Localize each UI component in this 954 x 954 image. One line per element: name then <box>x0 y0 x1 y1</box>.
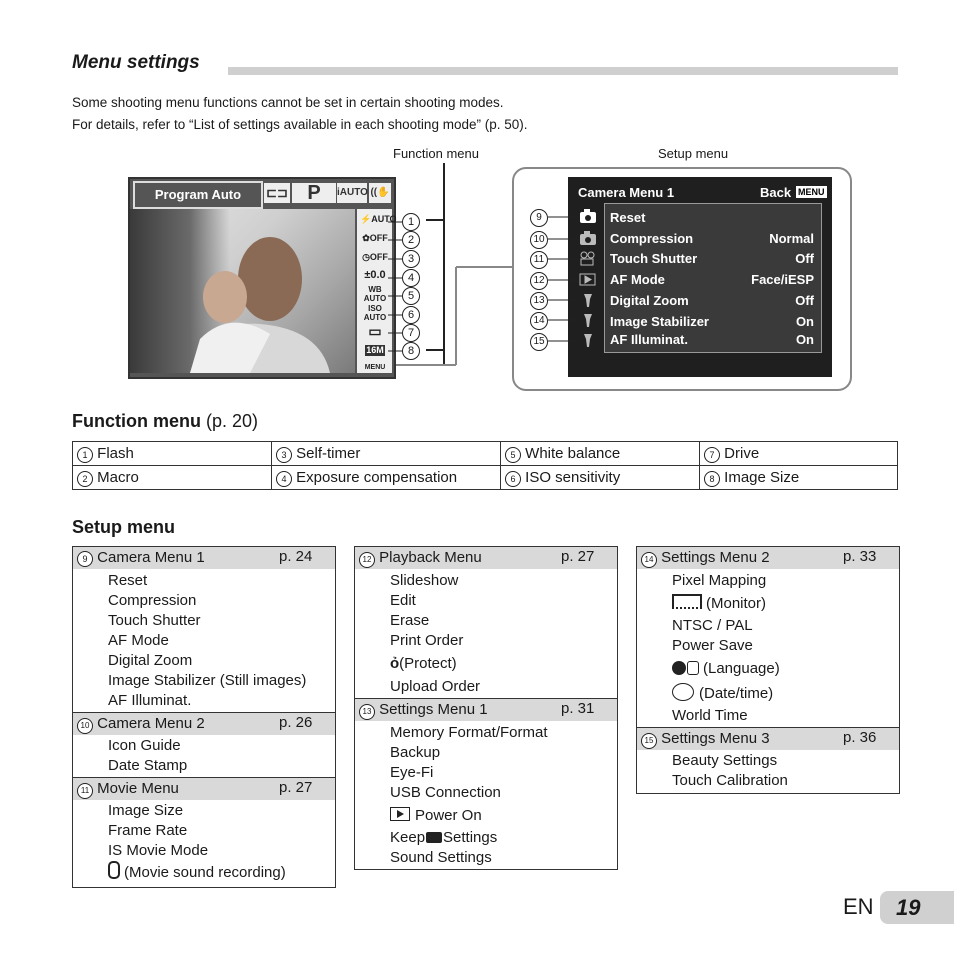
aspect-icon[interactable]: ⊏⊐ <box>264 183 290 203</box>
list-item <box>637 682 899 706</box>
drive-icon[interactable]: ▭ <box>368 323 382 339</box>
menu-page: p. 27 <box>279 779 313 796</box>
item-label: Image Size <box>724 468 800 486</box>
item-number: 4 <box>276 471 292 487</box>
flash-icon[interactable]: ⚡AUTO <box>360 214 397 224</box>
list-item: Image Size <box>108 802 184 819</box>
setup-column-3 <box>636 546 900 794</box>
callout-10: 10 <box>530 231 548 249</box>
menu-header-settings-1 <box>355 698 617 721</box>
list-item: Slideshow <box>390 572 459 589</box>
program-mode-icon[interactable]: P <box>292 183 336 203</box>
row-label: Image Stabilizer <box>610 314 709 329</box>
list-item: USB Connection <box>390 784 501 801</box>
microphone-icon <box>108 861 120 879</box>
item-text: (Date/time) <box>699 685 774 702</box>
callout-7: 7 <box>402 324 420 342</box>
function-menu-heading <box>72 411 258 432</box>
list-item: World Time <box>672 707 748 724</box>
menu-title: Camera Menu 2 <box>97 715 205 732</box>
item-text: Settings <box>443 829 498 846</box>
list-item: Frame Rate <box>108 822 188 839</box>
callout-12: 12 <box>530 272 548 290</box>
menu-title: Settings Menu 3 <box>661 730 770 747</box>
menu-number: 13 <box>359 704 375 720</box>
item-text: (Protect) <box>399 655 457 672</box>
speech-bubble-icon <box>687 661 699 675</box>
item-label: Self-timer <box>296 444 361 462</box>
list-item <box>355 803 617 828</box>
callout-6: 6 <box>402 306 420 324</box>
list-item <box>637 591 899 616</box>
item-text: (Movie sound recording) <box>124 864 286 881</box>
fm-cell <box>700 466 898 490</box>
item-text: Power On <box>415 807 482 824</box>
menu-header-camera-1 <box>73 547 335 569</box>
list-item: Upload Order <box>390 678 481 695</box>
list-item: Power Save <box>672 637 753 654</box>
row-label: Compression <box>610 231 694 246</box>
setup-tab-icons <box>578 209 600 349</box>
camera-icon <box>580 209 596 223</box>
row-label: Touch Shutter <box>610 251 698 266</box>
menu-badge[interactable]: MENU <box>798 187 825 197</box>
list-item: Sound Settings <box>390 849 492 866</box>
list-item: Compression <box>108 592 197 609</box>
page-number: 19 <box>880 891 954 924</box>
fm-cell <box>272 442 501 466</box>
setup-column-2 <box>354 546 618 870</box>
menu-page: p. 24 <box>279 548 313 565</box>
item-number: 8 <box>704 471 720 487</box>
menu-page: p. 27 <box>561 548 595 565</box>
caption-function-menu: Function menu <box>393 146 479 161</box>
list-item <box>355 828 617 848</box>
protect-icon: ỏ <box>390 655 400 672</box>
list-item: Print Order <box>390 632 464 649</box>
list-item: Pixel Mapping <box>672 572 767 589</box>
iauto-icon[interactable]: iAUTO <box>337 183 367 203</box>
list-item: AF Mode <box>108 632 169 649</box>
menu-number: 12 <box>359 552 375 568</box>
playback-icon <box>580 274 595 285</box>
fm-cell <box>501 466 700 490</box>
fm-cell <box>501 442 700 466</box>
setup-column-1 <box>72 546 336 888</box>
stabilizer-icon[interactable]: ((✋ <box>369 183 391 203</box>
caption-setup-menu: Setup menu <box>658 146 729 161</box>
list-item: Reset <box>108 572 148 589</box>
callout-3: 3 <box>402 250 420 268</box>
row-label: Digital Zoom <box>610 293 689 308</box>
language-code: EN <box>843 894 874 919</box>
list-item: NTSC / PAL <box>672 617 753 634</box>
function-menu-table <box>72 441 898 490</box>
callout-8: 8 <box>402 342 420 360</box>
row-label: Reset <box>610 210 646 225</box>
camera-icon <box>580 231 596 245</box>
list-item: Date Stamp <box>108 757 188 774</box>
menu-title: Settings Menu 2 <box>661 549 770 566</box>
fm-cell <box>272 466 501 490</box>
row-value: Normal <box>769 231 814 246</box>
menu-number: 9 <box>77 551 93 567</box>
menu-title: Playback Menu <box>379 549 482 566</box>
callout-1: 1 <box>402 213 420 231</box>
item-label: Flash <box>97 444 134 462</box>
wrench-icon <box>584 294 592 307</box>
list-item: Memory Format/Format <box>390 724 548 741</box>
wb-icon[interactable]: WB AUTO <box>363 285 387 303</box>
menu-number: 11 <box>77 783 93 799</box>
list-item: AF Illuminat. <box>108 692 192 709</box>
page-title: Menu settings <box>72 52 200 73</box>
monitor-icon <box>672 594 702 609</box>
shooting-mode-label[interactable]: Program Auto <box>133 181 263 209</box>
wrench-icon <box>584 314 592 327</box>
callout-2: 2 <box>402 231 420 249</box>
fm-cell <box>73 442 272 466</box>
function-menu-page: (p. 20) <box>206 411 259 431</box>
menu-header-camera-2 <box>73 712 335 735</box>
menu-page: p. 31 <box>561 700 595 717</box>
item-text: (Language) <box>703 660 780 677</box>
macro-icon[interactable]: ✿OFF <box>362 233 388 243</box>
intro-line-2: For details, refer to “List of settings available in each shooting mode” (p. 50). <box>72 117 528 132</box>
item-number: 7 <box>704 447 720 463</box>
movie-icon <box>581 252 594 265</box>
list-item: Erase <box>390 612 430 629</box>
list-item: Edit <box>390 592 416 609</box>
item-label: Drive <box>724 444 760 462</box>
item-number: 1 <box>77 447 93 463</box>
list-item: Eye-Fi <box>390 764 434 781</box>
callout-4: 4 <box>402 269 420 287</box>
camera-icon <box>426 832 442 843</box>
menu-title: Camera Menu 1 <box>97 549 205 566</box>
list-item: Image Stabilizer (Still images) <box>108 672 307 689</box>
clock-icon <box>672 683 694 701</box>
callout-13: 13 <box>530 292 548 310</box>
back-label[interactable]: Back <box>760 185 792 200</box>
row-value: Off <box>795 293 814 308</box>
list-item: Digital Zoom <box>108 652 193 669</box>
item-text: (Monitor) <box>706 595 767 612</box>
menu-header-settings-2 <box>637 547 899 569</box>
item-label: White balance <box>525 444 621 462</box>
self-timer-icon[interactable]: ◷OFF <box>362 252 388 262</box>
callout-5: 5 <box>402 287 420 305</box>
row-label: AF Mode <box>610 272 665 287</box>
list-item <box>637 656 899 682</box>
row-value: Face/iESP <box>751 272 814 287</box>
image-size-icon[interactable]: 16M <box>366 345 384 355</box>
exposure-icon[interactable]: ±0.0 <box>364 269 386 281</box>
menu-title: Movie Menu <box>97 780 179 797</box>
callout-15: 15 <box>530 333 548 351</box>
list-item <box>355 651 617 677</box>
menu-number: 10 <box>77 718 93 734</box>
menu-number: 14 <box>641 552 657 568</box>
item-number: 6 <box>505 471 521 487</box>
list-item: IS Movie Mode <box>108 842 209 859</box>
menu-header-movie <box>73 777 335 800</box>
callout-14: 14 <box>530 312 548 330</box>
iso-icon[interactable]: ISO AUTO <box>363 304 387 322</box>
menu-icon[interactable]: MENU <box>364 364 386 371</box>
function-menu-title: Function menu <box>72 411 201 431</box>
list-item: Beauty Settings <box>672 752 778 769</box>
row-value: On <box>795 332 814 347</box>
intro-line-1: Some shooting menu functions cannot be set in certain shooting modes. <box>72 95 504 110</box>
callout-9: 9 <box>530 209 548 227</box>
row-value: On <box>795 314 814 329</box>
menu-title: Settings Menu 1 <box>379 701 488 718</box>
fm-cell <box>700 442 898 466</box>
item-text: Keep <box>390 829 426 846</box>
menu-header-playback <box>355 547 617 569</box>
list-item: Touch Shutter <box>108 612 201 629</box>
callout-11: 11 <box>530 251 548 269</box>
list-item: Icon Guide <box>108 737 181 754</box>
menu-header-settings-3 <box>637 727 899 750</box>
menu-page: p. 36 <box>843 729 877 746</box>
setup-menu-heading: Setup menu <box>72 517 176 537</box>
language-icon <box>672 661 686 675</box>
row-value: Off <box>795 251 814 266</box>
item-number: 2 <box>77 471 93 487</box>
item-label: Macro <box>97 468 139 486</box>
wrench-icon <box>584 334 592 347</box>
row-label: AF Illuminat. <box>610 332 688 347</box>
item-label: ISO sensitivity <box>525 468 621 486</box>
menu-number: 15 <box>641 733 657 749</box>
fm-cell <box>73 466 272 490</box>
item-number: 3 <box>276 447 292 463</box>
playback-icon <box>390 807 410 821</box>
menu-page: p. 33 <box>843 548 877 565</box>
menu-page: p. 26 <box>279 714 313 731</box>
list-item <box>73 861 335 885</box>
item-number: 5 <box>505 447 521 463</box>
list-item: Backup <box>390 744 441 761</box>
setup-screen-title: Camera Menu 1 <box>578 185 675 200</box>
list-item: Touch Calibration <box>672 772 788 789</box>
item-label: Exposure compensation <box>296 468 458 486</box>
